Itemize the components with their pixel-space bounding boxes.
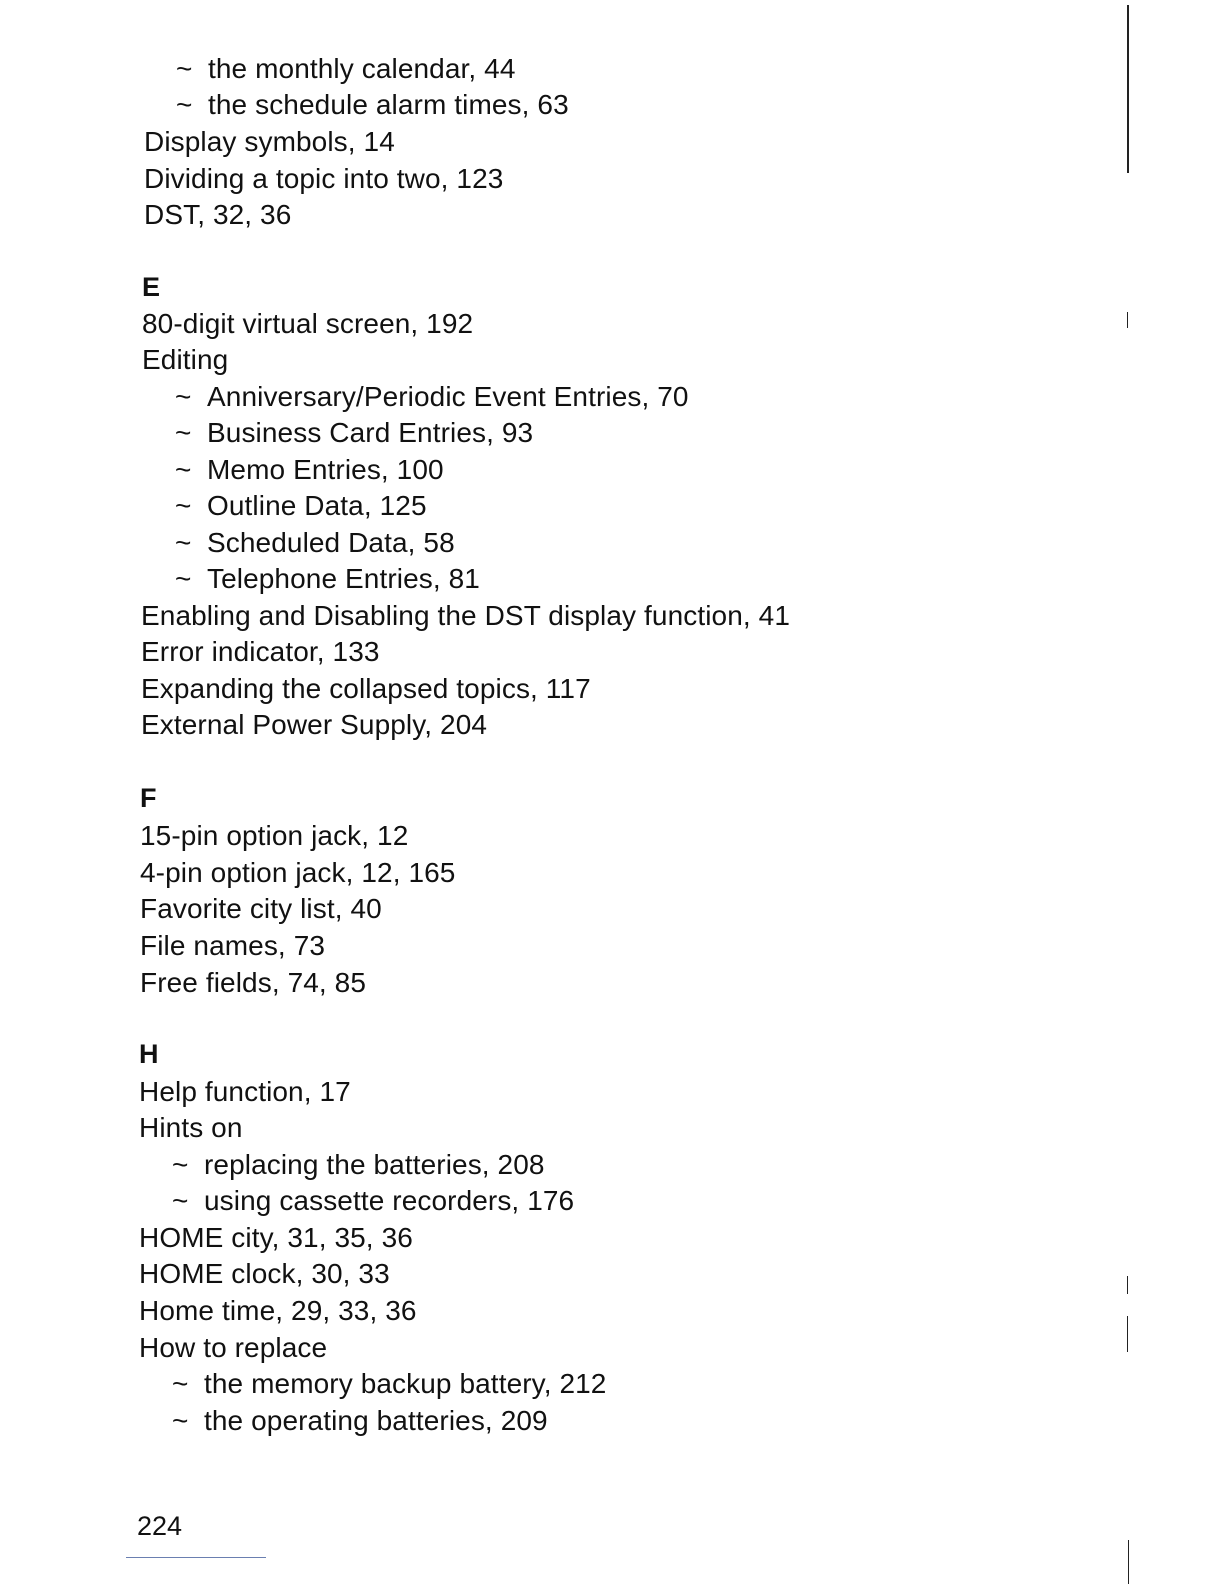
entry-text: DST, 32, 36 (144, 199, 292, 230)
entry-text: Memo Entries, 100 (207, 454, 444, 485)
tilde-marker: ~ (172, 1368, 189, 1399)
index-subentry (175, 416, 533, 450)
tilde-marker: ~ (175, 454, 192, 485)
entry-text: Hints on (139, 1112, 243, 1143)
entry-text: Anniversary/Periodic Event Entries, 70 (207, 381, 689, 412)
index-entry (139, 1111, 243, 1145)
entry-text: Display symbols, 14 (144, 126, 395, 157)
tilde-marker: ~ (176, 89, 193, 120)
scan-edge-mark (1127, 1316, 1128, 1352)
entry-text: Favorite city list, 40 (140, 893, 382, 924)
section-letter (140, 781, 157, 815)
entry-text: Expanding the collapsed topics, 117 (141, 673, 591, 704)
entry-text: Editing (142, 344, 229, 375)
index-entry (142, 307, 473, 341)
section-letter (139, 1037, 159, 1071)
index-entry (142, 343, 228, 377)
entry-text: Outline Data, 125 (207, 490, 427, 521)
index-subentry (172, 1148, 545, 1182)
index-subentry (172, 1367, 606, 1401)
index-subentry (176, 52, 516, 86)
index-subentry (175, 526, 455, 560)
tilde-marker: ~ (172, 1149, 189, 1180)
entry-text: HOME clock, 30, 33 (139, 1258, 390, 1289)
entry-text: How to replace (139, 1332, 328, 1363)
entry-text: the monthly calendar, 44 (208, 53, 516, 84)
index-entry (139, 1221, 413, 1255)
entry-text: Telephone Entries, 81 (207, 563, 480, 594)
index-entry (139, 1075, 351, 1109)
entry-text: 4-pin option jack, 12, 165 (140, 857, 456, 888)
scan-edge-mark (1127, 312, 1128, 328)
index-subentry (175, 562, 480, 596)
scan-edge-mark (1127, 1276, 1128, 1294)
entry-text: External Power Supply, 204 (141, 709, 488, 740)
index-entry (141, 635, 380, 669)
index-subentry (175, 489, 427, 523)
entry-text: File names, 73 (140, 930, 326, 961)
index-subentry (175, 380, 689, 414)
tilde-marker: ~ (175, 381, 192, 412)
index-subentry (176, 88, 569, 122)
entry-text: the memory backup battery, 212 (204, 1368, 607, 1399)
entry-text: using cassette recorders, 176 (204, 1185, 575, 1216)
tilde-marker: ~ (175, 527, 192, 558)
page-number: 224 (137, 1511, 183, 1541)
tilde-marker: ~ (176, 53, 193, 84)
footer-rule (126, 1557, 266, 1558)
entry-text: Free fields, 74, 85 (140, 967, 367, 998)
section-letter (142, 270, 160, 304)
index-subentry (172, 1184, 574, 1218)
entry-text: H (139, 1039, 159, 1069)
entry-text: E (142, 272, 161, 302)
index-entry (144, 198, 291, 232)
index-entry (141, 708, 487, 742)
index-subentry (175, 453, 444, 487)
index-entry (140, 966, 366, 1000)
entry-text: F (140, 783, 157, 813)
tilde-marker: ~ (175, 563, 192, 594)
entry-text: HOME city, 31, 35, 36 (139, 1222, 413, 1253)
entry-text: Help function, 17 (139, 1076, 351, 1107)
tilde-marker: ~ (175, 417, 192, 448)
entry-text: 15-pin option jack, 12 (140, 820, 409, 851)
entry-text: the schedule alarm times, 63 (208, 89, 569, 120)
index-entry (140, 929, 325, 963)
entry-text: the operating batteries, 209 (204, 1405, 548, 1436)
index-entry (139, 1331, 327, 1365)
entry-text: 80-digit virtual screen, 192 (142, 308, 474, 339)
index-subentry (172, 1404, 548, 1438)
index-entry (144, 162, 503, 196)
entry-text: Dividing a topic into two, 123 (144, 163, 504, 194)
scan-edge-mark (1128, 1540, 1129, 1584)
index-entry (141, 672, 591, 706)
tilde-marker: ~ (172, 1185, 189, 1216)
tilde-marker: ~ (172, 1405, 189, 1436)
entry-text: Home time, 29, 33, 36 (139, 1295, 417, 1326)
entry-text: replacing the batteries, 208 (204, 1149, 545, 1180)
entry-text: Error indicator, 133 (141, 636, 380, 667)
scan-edge-line (1127, 5, 1129, 173)
entry-text: Scheduled Data, 58 (207, 527, 455, 558)
index-entry (140, 819, 408, 853)
entry-text: Business Card Entries, 93 (207, 417, 534, 448)
index-entry (140, 892, 382, 926)
index-entry (144, 125, 395, 159)
index-entry (141, 599, 790, 633)
index-entry (140, 856, 455, 890)
entry-text: Enabling and Disabling the DST display function, 41 (141, 600, 790, 631)
index-entry (139, 1257, 390, 1291)
index-entry (139, 1294, 417, 1328)
tilde-marker: ~ (175, 490, 192, 521)
